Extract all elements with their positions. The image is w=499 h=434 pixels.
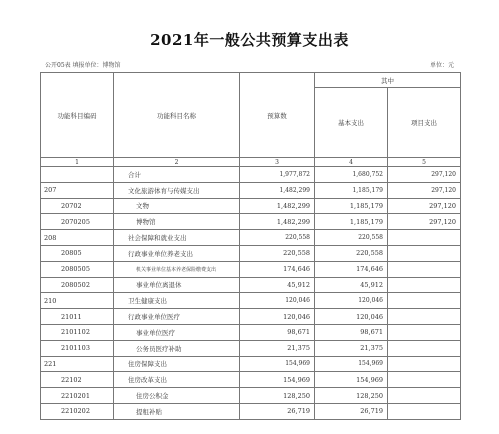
column-index: 1 bbox=[41, 158, 114, 167]
cell-basic: 98,671 bbox=[315, 324, 388, 340]
table-row-total bbox=[41, 167, 461, 183]
cell-budget: 220,558 bbox=[240, 245, 315, 261]
table-row bbox=[41, 214, 461, 230]
cell-name: 合计 bbox=[114, 167, 240, 183]
cell-basic: 1,185,179 bbox=[315, 182, 388, 198]
cell-budget: 154,969 bbox=[240, 372, 315, 388]
page-title: 2021年一般公共预算支出表 bbox=[150, 31, 349, 49]
cell-project bbox=[388, 277, 461, 293]
cell-code: 2101103 bbox=[41, 340, 114, 356]
unit-label: 单位：元 bbox=[430, 62, 455, 69]
column-index: 2 bbox=[114, 158, 240, 167]
cell-name: 住房改革支出 bbox=[114, 372, 240, 388]
table-meta-info: 公开05表 填报单位：博物馆 bbox=[45, 62, 121, 69]
cell-basic: 154,969 bbox=[315, 372, 388, 388]
cell-basic: 120,046 bbox=[315, 309, 388, 325]
cell-code: 21011 bbox=[41, 309, 114, 325]
cell-project bbox=[388, 293, 461, 309]
cell-code: 2210202 bbox=[41, 403, 114, 419]
cell-project: 297,120 bbox=[388, 182, 461, 198]
cell-code bbox=[41, 167, 114, 183]
cell-project: 297,120 bbox=[388, 167, 461, 183]
cell-basic: 120,046 bbox=[315, 293, 388, 309]
cell-project bbox=[388, 372, 461, 388]
cell-budget: 1,482,299 bbox=[240, 198, 315, 214]
column-index: 3 bbox=[240, 158, 315, 167]
table-row bbox=[41, 245, 461, 261]
cell-basic: 174,646 bbox=[315, 261, 388, 277]
cell-budget: 174,646 bbox=[240, 261, 315, 277]
column-index-row bbox=[41, 158, 461, 167]
cell-name: 社会保障和就业支出 bbox=[114, 230, 240, 246]
table-row bbox=[41, 403, 461, 419]
cell-project bbox=[388, 340, 461, 356]
header-name: 功能科目名称 bbox=[114, 73, 240, 158]
cell-budget: 21,375 bbox=[240, 340, 315, 356]
cell-name: 行政事业单位养老支出 bbox=[114, 245, 240, 261]
column-index: 4 bbox=[315, 158, 388, 167]
header-basic: 基本支出 bbox=[315, 88, 388, 158]
cell-code: 207 bbox=[41, 182, 114, 198]
cell-budget: 220,558 bbox=[240, 230, 315, 246]
cell-project bbox=[388, 245, 461, 261]
cell-code: 2080502 bbox=[41, 277, 114, 293]
cell-budget: 45,912 bbox=[240, 277, 315, 293]
table-row bbox=[41, 261, 461, 277]
cell-name: 机关事业单位基本养老保险缴费支出 bbox=[114, 261, 240, 277]
cell-budget: 98,671 bbox=[240, 324, 315, 340]
cell-budget: 154,969 bbox=[240, 356, 315, 372]
table-row bbox=[41, 340, 461, 356]
table-row bbox=[41, 372, 461, 388]
cell-project: 297,120 bbox=[388, 214, 461, 230]
cell-budget: 1,977,872 bbox=[240, 167, 315, 183]
cell-name: 住房保障支出 bbox=[114, 356, 240, 372]
cell-budget: 120,046 bbox=[240, 309, 315, 325]
cell-budget: 128,250 bbox=[240, 388, 315, 404]
cell-code: 221 bbox=[41, 356, 114, 372]
cell-basic: 45,912 bbox=[315, 277, 388, 293]
cell-basic: 1,680,752 bbox=[315, 167, 388, 183]
table-row bbox=[41, 277, 461, 293]
cell-name: 事业单位离退休 bbox=[114, 277, 240, 293]
cell-project bbox=[388, 388, 461, 404]
cell-name: 公务员医疗补助 bbox=[114, 340, 240, 356]
cell-budget: 120,046 bbox=[240, 293, 315, 309]
cell-budget: 26,719 bbox=[240, 403, 315, 419]
table-row bbox=[41, 182, 461, 198]
table-row bbox=[41, 198, 461, 214]
cell-project bbox=[388, 324, 461, 340]
cell-basic: 220,558 bbox=[315, 230, 388, 246]
header-code: 功能科目编码 bbox=[41, 73, 114, 158]
table-row bbox=[41, 293, 461, 309]
cell-name: 博物馆 bbox=[114, 214, 240, 230]
cell-basic: 1,185,179 bbox=[315, 198, 388, 214]
cell-name: 住房公积金 bbox=[114, 388, 240, 404]
cell-basic: 154,969 bbox=[315, 356, 388, 372]
cell-code: 2070205 bbox=[41, 214, 114, 230]
table-row bbox=[41, 324, 461, 340]
cell-name: 文化旅游体育与传媒支出 bbox=[114, 182, 240, 198]
column-index: 5 bbox=[388, 158, 461, 167]
cell-name: 提租补贴 bbox=[114, 403, 240, 419]
header-budget: 预算数 bbox=[240, 73, 315, 158]
cell-code: 20805 bbox=[41, 245, 114, 261]
cell-code: 22102 bbox=[41, 372, 114, 388]
cell-basic: 128,250 bbox=[315, 388, 388, 404]
table-row bbox=[41, 309, 461, 325]
table-row bbox=[41, 388, 461, 404]
header-project: 项目支出 bbox=[388, 88, 461, 158]
budget-expenditure-table bbox=[40, 72, 461, 420]
cell-basic: 220,558 bbox=[315, 245, 388, 261]
cell-basic: 21,375 bbox=[315, 340, 388, 356]
cell-code: 2101102 bbox=[41, 324, 114, 340]
cell-budget: 1,482,299 bbox=[240, 182, 315, 198]
cell-project bbox=[388, 356, 461, 372]
table-row bbox=[41, 230, 461, 246]
cell-name: 文物 bbox=[114, 198, 240, 214]
cell-project: 297,120 bbox=[388, 198, 461, 214]
header-group: 其中 bbox=[315, 73, 461, 88]
cell-code: 20702 bbox=[41, 198, 114, 214]
cell-name: 事业单位医疗 bbox=[114, 324, 240, 340]
cell-project bbox=[388, 230, 461, 246]
cell-code: 2210201 bbox=[41, 388, 114, 404]
table-row bbox=[41, 356, 461, 372]
cell-basic: 1,185,179 bbox=[315, 214, 388, 230]
cell-name: 卫生健康支出 bbox=[114, 293, 240, 309]
cell-budget: 1,482,299 bbox=[240, 214, 315, 230]
cell-code: 210 bbox=[41, 293, 114, 309]
cell-project bbox=[388, 261, 461, 277]
cell-code: 2080505 bbox=[41, 261, 114, 277]
cell-basic: 26,719 bbox=[315, 403, 388, 419]
cell-code: 208 bbox=[41, 230, 114, 246]
cell-project bbox=[388, 403, 461, 419]
cell-name: 行政事业单位医疗 bbox=[114, 309, 240, 325]
cell-project bbox=[388, 309, 461, 325]
